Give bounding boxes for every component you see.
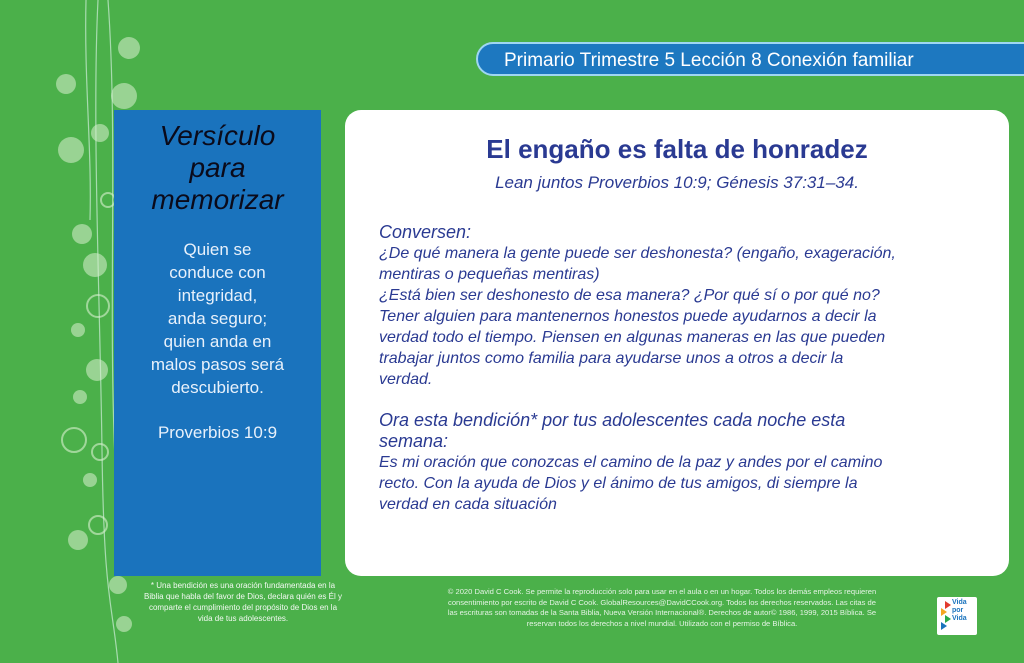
verse-line: Quien se (183, 240, 252, 259)
verse-line: quien anda en (163, 332, 272, 351)
footnote-line: comparte el cumplimiento del propósito de Dios en la (148, 603, 338, 612)
talk-line: mentiras o pequeñas mentiras) (379, 266, 600, 283)
pray-heading-line: semana: (379, 431, 449, 451)
talk-line: verdad todo el tiempo. Piensen en algunas maneras en las que pueden (379, 329, 886, 346)
logo-line: Vida (952, 599, 967, 606)
footnote-line: Biblia que habla del favor de Dios, declara quién es Él y (144, 592, 342, 601)
pray-heading-line: Ora esta bendición* por tus adolescentes cada noche esta (379, 410, 846, 430)
copyright-notice (384, 587, 940, 629)
talk-heading: Conversen: (379, 222, 472, 242)
talk-line: ¿De qué manera la gente puede ser deshonesta? (engaño, exageración, (379, 245, 896, 262)
verse-line: malos pasos será (150, 355, 285, 374)
memory-title-line: Versículo (159, 120, 276, 151)
pray-line: Es mi oración que conozcas el camino de la paz y andes por el camino (379, 454, 883, 471)
verse-line: descubierto. (171, 378, 264, 397)
lesson-header: Primario Trimestre 5 Lección 8 Conexión familiar (476, 42, 1024, 76)
talk-line: verdad. (379, 371, 433, 388)
memory-verse-reference: Proverbios 10:9 (157, 423, 278, 442)
copyright-line: reservan todos los derechos a nivel mundial. Utilizado con el permiso de Bíblica. (526, 618, 798, 628)
memory-verse-text (136, 238, 299, 399)
footnote-line: * Una bendición es una oración fundamentada en la (150, 581, 336, 590)
logo-line: por (952, 607, 964, 614)
logo-line: Vida (952, 615, 967, 622)
card-title: El engaño es falta de honradez (486, 134, 868, 164)
talk-line: Tener alguien para mantenernos honestos puede ayudarnos a decir la (379, 308, 877, 325)
pray-line: verdad en cada situación (379, 496, 557, 513)
verse-line: integridad, (177, 286, 258, 305)
memory-verse-title (114, 120, 321, 216)
memory-title-line: memorizar (151, 184, 284, 215)
footnote-line: vida de tus adolescentes. (197, 614, 289, 623)
talk-line: trabajar juntos como familia para ayudarse unos a otros a decir la (379, 350, 844, 367)
logo-text (952, 599, 967, 623)
logo-mark-icon (939, 601, 953, 631)
verse-line: conduce con (169, 263, 266, 282)
vida-por-vida-logo (937, 597, 977, 635)
copyright-line: consentimiento por escrito de David C Cook. GlobalResources@DavidCCook.org. Todos los derechos reservados. Las citas de (448, 597, 876, 607)
memory-title-line: para (189, 152, 246, 183)
card-content (379, 222, 989, 515)
lesson-card (345, 110, 1009, 576)
pray-line: recto. Con la ayuda de Dios y el ánimo de tus amigos, di siempre la (379, 475, 858, 492)
memory-verse-panel (114, 110, 321, 576)
verse-line: anda seguro; (167, 309, 268, 328)
copyright-line: © 2020 David C Cook. Se permite la reproducción solo para usar en el aula o en un hogar. Todos los demás empleos requieren (447, 587, 877, 596)
copyright-line: las escrituras son tomadas de la Santa Biblia, Nueva Versión Internacional®. Derechos de autor© 1986, 1999, 2015 Bíblica. Se (447, 608, 877, 617)
card-subtitle: Lean juntos Proverbios 10:9; Génesis 37:31–34. (495, 173, 859, 192)
blessing-footnote (128, 580, 358, 624)
talk-line: ¿Está bien ser deshonesto de esa manera? ¿Por qué sí o por qué no? (379, 287, 880, 304)
